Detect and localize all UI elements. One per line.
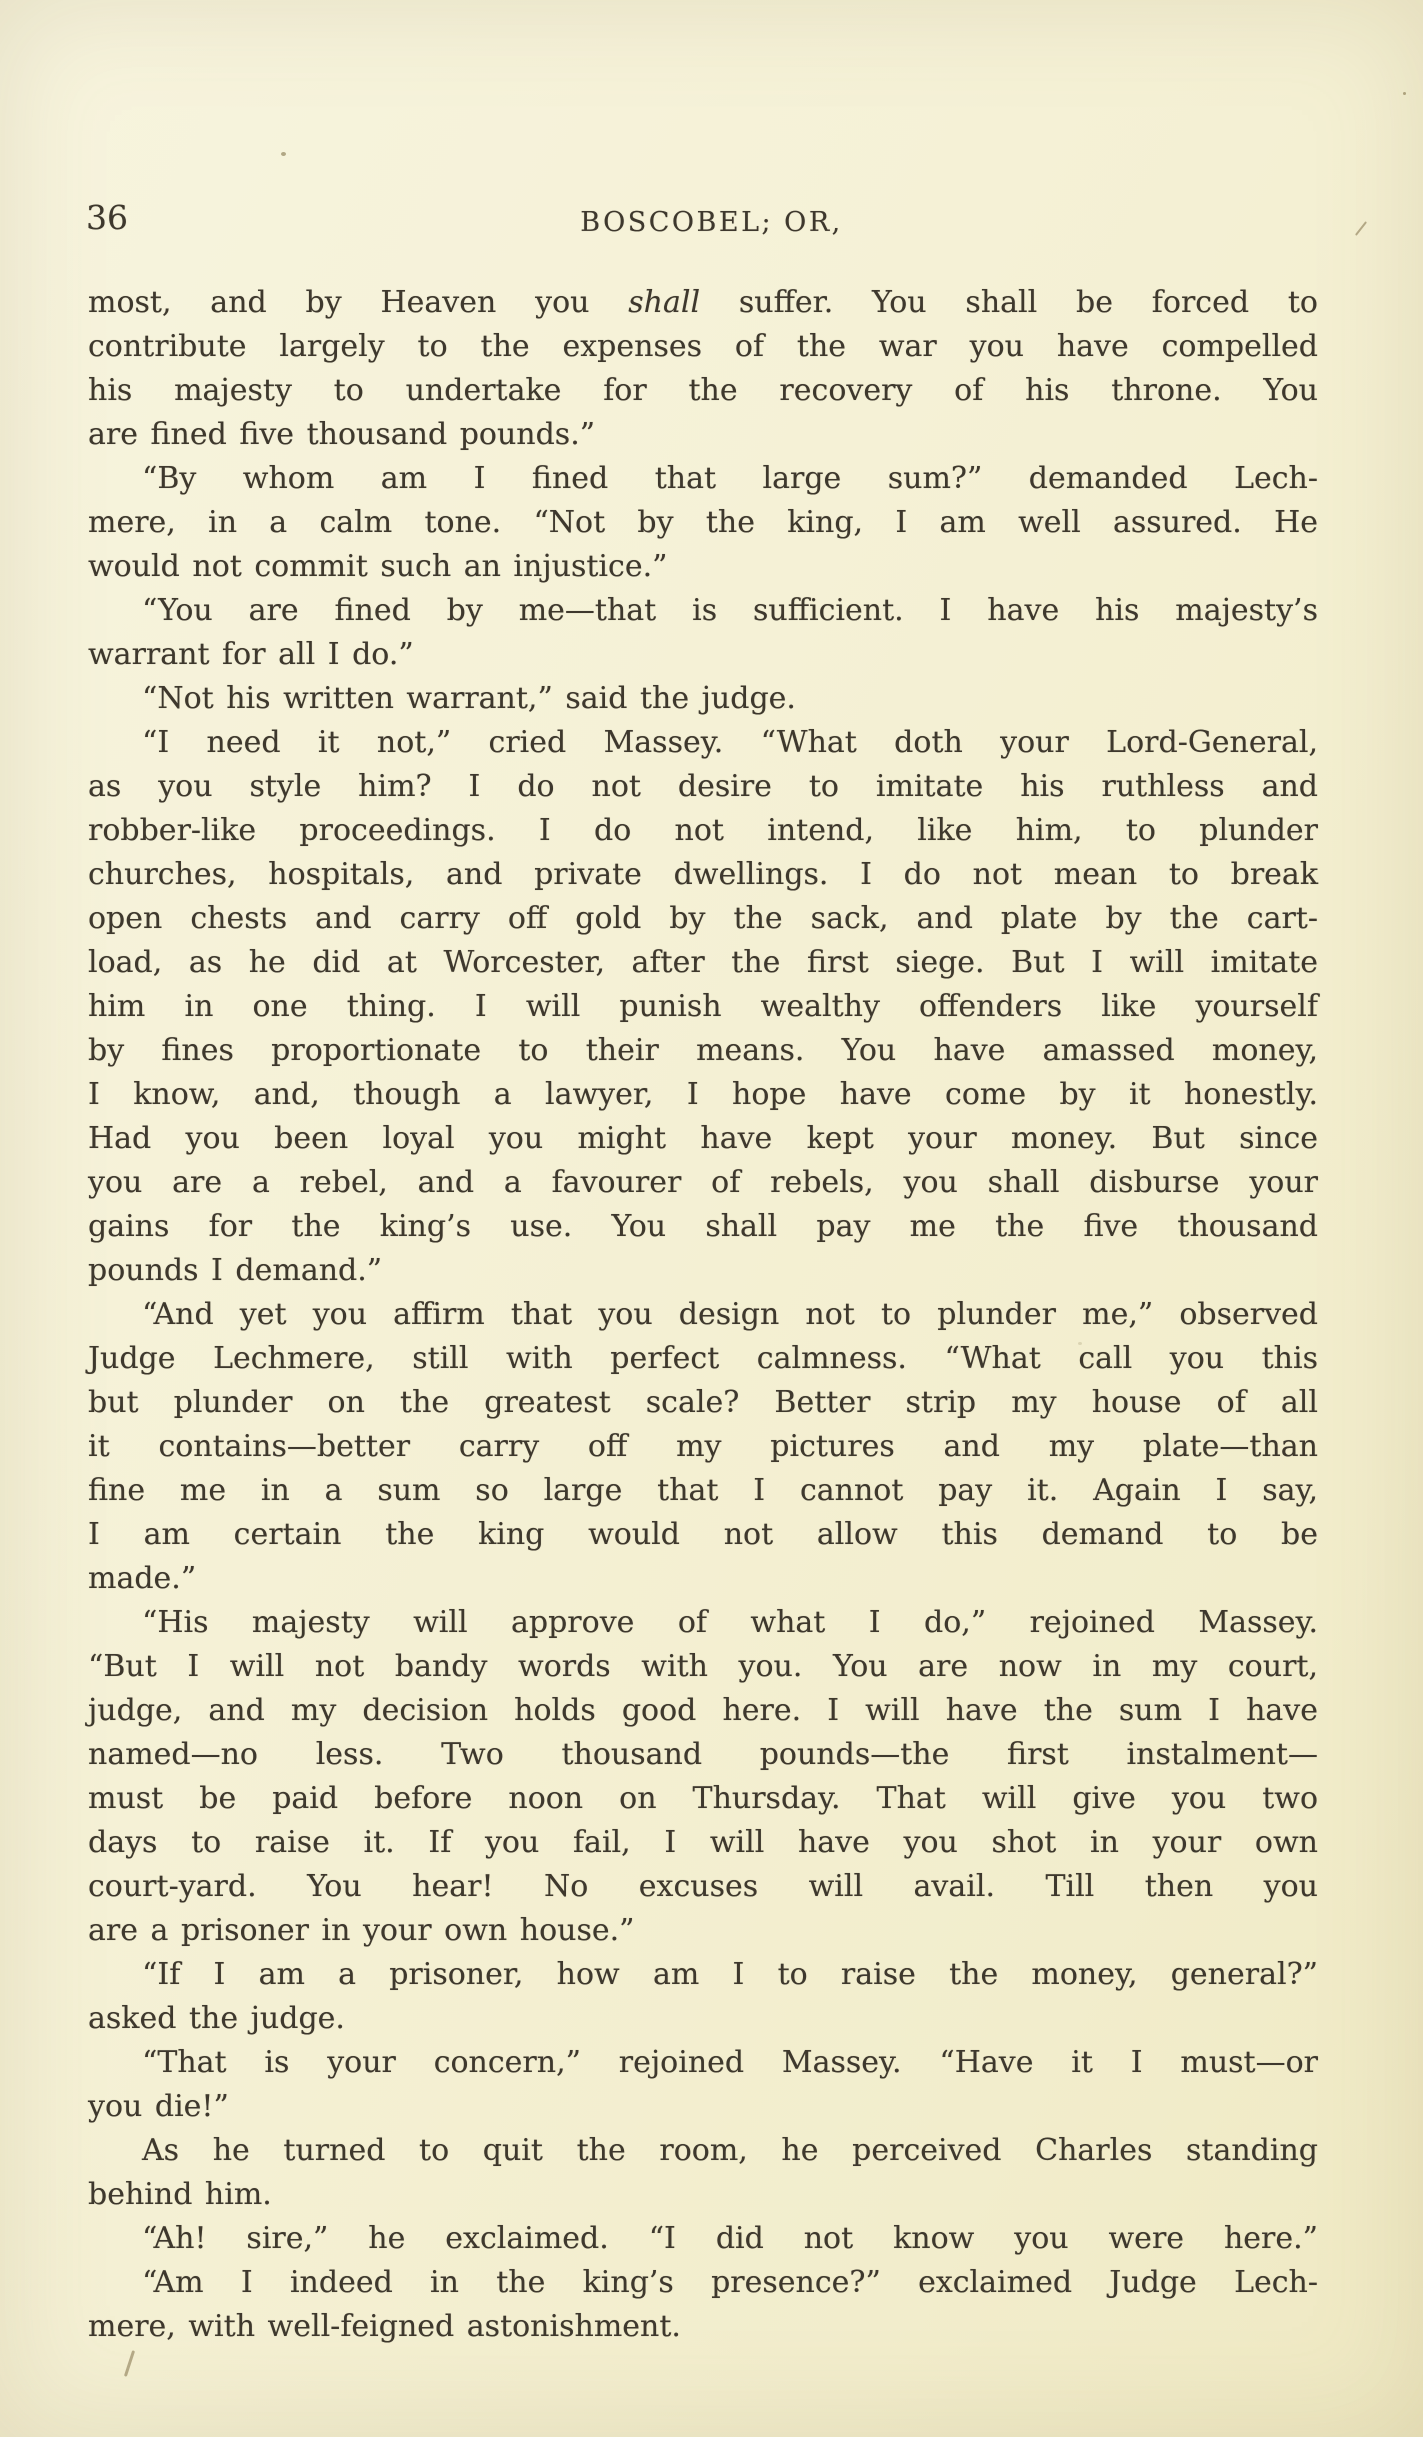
- text-line: Had you been loyal you might have kept your money. But since: [88, 1121, 1318, 1156]
- text-line: open chests and carry off gold by the sack, and plate by the cart-: [88, 901, 1318, 936]
- paper-speck: [1078, 1342, 1082, 1345]
- text-line: I know, and, though a lawyer, I hope have come by it honestly.: [88, 1077, 1318, 1112]
- text-line: you are a rebel, and a favourer of rebels, you shall disburse your: [88, 1165, 1318, 1200]
- text-line: named—no less. Two thousand pounds—the first instalment—: [88, 1737, 1318, 1772]
- paper-fiber: [124, 2350, 135, 2377]
- text-line: “Ah! sire,” he exclaimed. “I did not know you were here.”: [142, 2221, 1318, 2256]
- text-line: I am certain the king would not allow this demand to be: [88, 1517, 1318, 1552]
- text-line: court-yard. You hear! No excuses will avail. Till then you: [88, 1869, 1318, 1904]
- text-line: contribute largely to the expenses of the war you have compelled: [88, 329, 1318, 364]
- text-line: churches, hospitals, and private dwellings. I do not mean to break: [88, 857, 1318, 892]
- text-line: gains for the king’s use. You shall pay me the five thousand: [88, 1209, 1318, 1244]
- running-title: BOSCOBEL; OR,: [580, 207, 843, 238]
- text-line: asked the judge.: [88, 2001, 345, 2036]
- text-line: “But I will not bandy words with you. You are now in my court,: [88, 1649, 1318, 1684]
- text-line: would not commit such an injustice.”: [88, 549, 668, 584]
- text-line: fine me in a sum so large that I cannot pay it. Again I say,: [88, 1473, 1318, 1508]
- text-line: mere, in a calm tone. “Not by the king, I am well assured. He: [88, 505, 1318, 540]
- paper-speck: [281, 152, 286, 156]
- text-line: are a prisoner in your own house.”: [88, 1913, 635, 1948]
- text-line: “If I am a prisoner, how am I to raise the money, general?”: [142, 1957, 1318, 1992]
- text-line: but plunder on the greatest scale? Better strip my house of all: [88, 1385, 1318, 1420]
- text-line: “Am I indeed in the king’s presence?” exclaimed Judge Lech-: [142, 2265, 1318, 2300]
- text-line: must be paid before noon on Thursday. That will give you two: [88, 1781, 1318, 1816]
- text-line: load, as he did at Worcester, after the first siege. But I will imitate: [88, 945, 1318, 980]
- text-line: you die!”: [88, 2089, 229, 2124]
- text-line: his majesty to undertake for the recovery of his throne. You: [88, 373, 1318, 408]
- text-line: as you style him? I do not desire to imitate his ruthless and: [88, 769, 1318, 804]
- text-line: “Not his written warrant,” said the judge.: [142, 681, 796, 716]
- text-line: him in one thing. I will punish wealthy offenders like yourself: [88, 989, 1318, 1024]
- text-line: As he turned to quit the room, he perceived Charles standing: [142, 2133, 1318, 2168]
- text-line: made.”: [88, 1561, 197, 1596]
- text-line: “I need it not,” cried Massey. “What doth your Lord-General,: [142, 725, 1318, 760]
- text-line: mere, with well-feigned astonishment.: [88, 2309, 681, 2344]
- text-line: warrant for all I do.”: [88, 637, 414, 672]
- text-line: “And yet you affirm that you design not to plunder me,” observed: [142, 1297, 1318, 1332]
- text-line: are fined five thousand pounds.”: [88, 417, 596, 452]
- page-body-text: [88, 281, 1318, 2349]
- text-line: “That is your concern,” rejoined Massey. “Have it I must—or: [142, 2045, 1318, 2080]
- text-line: judge, and my decision holds good here. I will have the sum I have: [88, 1693, 1318, 1728]
- text-line: robber-like proceedings. I do not intend, like him, to plunder: [88, 813, 1318, 848]
- text-line: pounds I demand.”: [88, 1253, 383, 1288]
- text-line: behind him.: [88, 2177, 272, 2212]
- text-line: “By whom am I fined that large sum?” demanded Lech-: [142, 461, 1318, 496]
- paper-speck: [1403, 92, 1406, 95]
- page-number: 36: [86, 198, 128, 237]
- text-line: by fines proportionate to their means. You have amassed money,: [88, 1033, 1318, 1068]
- text-line: Judge Lechmere, still with perfect calmness. “What call you this: [88, 1341, 1318, 1376]
- text-line: most, and by Heaven you shall suffer. You shall be forced to: [88, 285, 1318, 320]
- text-line: it contains—better carry off my pictures and my plate—than: [88, 1429, 1318, 1464]
- text-line: “His majesty will approve of what I do,” rejoined Massey.: [142, 1605, 1318, 1640]
- text-line: “You are fined by me—that is sufficient. I have his majesty’s: [142, 593, 1318, 628]
- text-line: days to raise it. If you fail, I will have you shot in your own: [88, 1825, 1318, 1860]
